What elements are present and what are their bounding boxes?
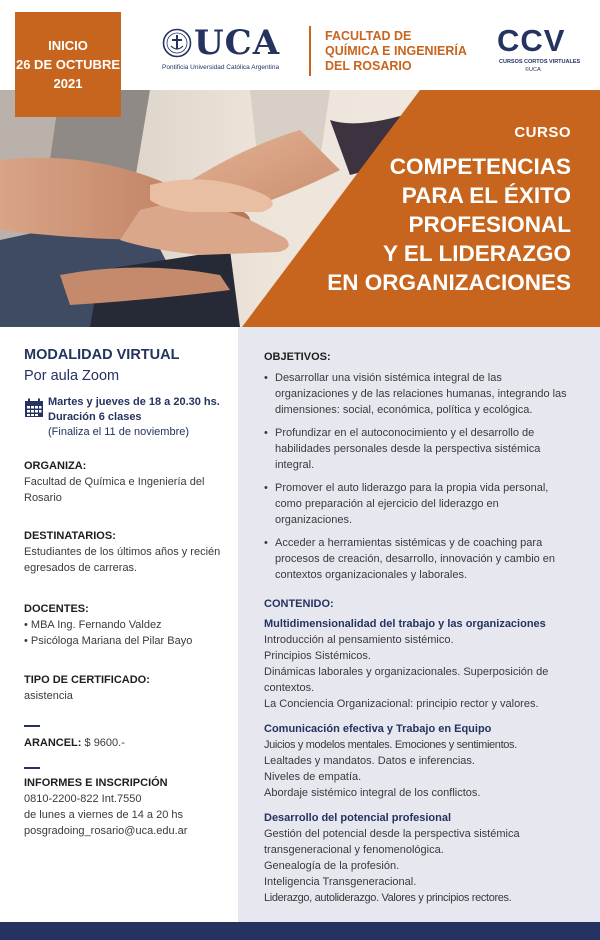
fee-value: $ 9600.- <box>84 737 125 749</box>
teacher-item: • MBA Ing. Fernando Valdez <box>24 619 162 631</box>
faculty-line3: DEL ROSARIO <box>325 59 412 73</box>
header <box>0 0 600 92</box>
content-item: La Conciencia Organizacional: principio rector y valores. <box>264 698 539 710</box>
content-item: Abordaje sistémico integral de los conflictos. <box>264 787 481 799</box>
content-item: Gestión del potencial desde la perspectiva sistémica transgeneracional y fenomenológica. <box>264 828 520 856</box>
audience-value: Estudiantes de los últimos años y recién egresados de carreras. <box>24 546 221 574</box>
content-section <box>264 721 584 801</box>
objective-text: Profundizar en el autoconocimiento y el desarrollo de habilidades personales desde la perspectiva sistémica integral. <box>275 427 541 471</box>
content-item: Lealtades y mandatos. Datos e inferencias. <box>264 755 475 767</box>
schedule-duration: Duración 6 clases <box>48 411 142 423</box>
contact-label: INFORMES E INSCRIPCIÓN <box>24 777 168 789</box>
organizer-label: ORGANIZA: <box>24 460 87 472</box>
course-details-column <box>0 327 238 922</box>
faculty-line2: QUÍMICA E INGENIERÍA <box>325 44 467 58</box>
objectives-title: OBJETIVOS: <box>264 351 331 363</box>
content-item: Inteligencia Transgeneracional. <box>264 876 417 888</box>
fee-label: ARANCEL: <box>24 737 82 749</box>
faculty-line1: FACULTAD DE <box>325 29 412 43</box>
course-title-line: EN ORGANIZACIONES <box>327 270 571 295</box>
objective-text: Desarrollar una visión sistémica integral de las organizaciones y de las relaciones humanas, integrando las dimensiones: social, económica, política y ecológica. <box>275 372 567 416</box>
ccv-subtitle: CURSOS CORTOS VIRTUALES <box>499 59 581 65</box>
certificate-label: TIPO DE CERTIFICADO: <box>24 674 150 686</box>
faculty-name <box>325 29 490 74</box>
start-date-badge <box>15 12 121 117</box>
contact-block <box>24 775 229 839</box>
ccv-subtitle-uca: ©UCA <box>525 67 541 73</box>
course-label: CURSO <box>514 124 571 141</box>
objectives-list <box>264 370 578 590</box>
uca-logo <box>162 24 292 76</box>
organizer-block <box>24 458 229 506</box>
objective-item: • Desarrollar una visión sistémica integral de las organizaciones y de las relaciones humanas, integrando las dimensiones: social, económica, política y ecológica. <box>264 372 567 416</box>
content-item: Liderazgo, autoliderazgo. Valores y principios rectores. <box>264 892 512 904</box>
objective-text: Acceder a herramientas sistémicas y de coaching para procesos de creación, desarrollo, innovación y cambio en contextos organizacionales y laborales. <box>275 537 556 581</box>
content-item: Niveles de empatía. <box>264 771 362 783</box>
divider <box>24 725 40 727</box>
hero-banner <box>0 90 600 327</box>
teacher-item: • Psicóloga Mariana del Pilar Bayo <box>24 635 193 647</box>
content-section-heading: Multidimensionalidad del trabajo y las organizaciones <box>264 618 546 630</box>
schedule-info <box>48 395 220 440</box>
content-section-heading: Comunicación efectiva y Trabajo en Equipo <box>264 723 492 735</box>
content-section-heading: Desarrollo del potencial profesional <box>264 812 452 824</box>
objective-text: Promover el auto liderazgo para la propia vida personal, como preparación al ejercicio del liderazgo en organizaciones. <box>275 482 549 526</box>
audience-block <box>24 528 229 576</box>
course-title <box>271 152 571 297</box>
date-badge-line1: INICIO <box>48 38 88 53</box>
ccv-logo <box>497 24 583 80</box>
course-content-column <box>238 327 600 922</box>
course-title-line: PROFESIONAL <box>408 212 571 237</box>
modality-title: MODALIDAD VIRTUAL <box>24 347 180 363</box>
date-badge-line3: 2021 <box>53 76 83 91</box>
divider <box>24 767 40 769</box>
certificate-value: asistencia <box>24 690 73 702</box>
content-section <box>264 810 584 906</box>
header-divider <box>309 26 311 76</box>
certificate-block <box>24 672 229 704</box>
fee-block <box>24 735 229 751</box>
modality-subtitle: Por aula Zoom <box>24 368 120 384</box>
audience-label: DESTINATARIOS: <box>24 530 116 542</box>
content-title: CONTENIDO: <box>264 598 334 610</box>
course-title-line: PARA EL ÉXITO <box>401 183 571 208</box>
uca-subtitle: Pontificia Universidad Católica Argentina <box>162 64 280 71</box>
teachers-block <box>24 601 229 649</box>
course-title-line: COMPETENCIAS <box>389 154 571 179</box>
content-item: Principios Sistémicos. <box>264 650 371 662</box>
content-item: Dinámicas laborales y organizacionales. Superposición de contextos. <box>264 666 549 694</box>
calendar-icon <box>24 398 44 418</box>
uca-seal-icon <box>162 28 192 58</box>
contact-hours: de lunes a viernes de 14 a 20 hs <box>24 809 184 821</box>
objective-item: • Profundizar en el autoconocimiento y el desarrollo de habilidades personales desde la perspectiva sistémica integral. <box>264 427 541 471</box>
content-section <box>264 616 584 712</box>
content-item: Genealogía de la profesión. <box>264 860 400 872</box>
content-item: Juicios y modelos mentales. Emociones y sentimientos. <box>264 739 517 751</box>
course-title-line: Y EL LIDERAZGO <box>383 241 571 266</box>
content-item: Introducción al pensamiento sistémico. <box>264 634 454 646</box>
contact-email: posgradoing_rosario@uca.edu.ar <box>24 825 188 837</box>
ccv-wordmark: CCV <box>497 23 566 58</box>
contact-phone: 0810-2200-822 Int.7550 <box>24 793 142 805</box>
teachers-label: DOCENTES: <box>24 603 89 615</box>
objective-item: • Acceder a herramientas sistémicas y de coaching para procesos de creación, desarrollo, innovación y cambio en contextos organizacionales y laborales. <box>264 537 556 581</box>
objective-item: • Promover el auto liderazgo para la propia vida personal, como preparación al ejercicio del liderazgo en organizaciones. <box>264 482 549 526</box>
uca-wordmark: UCA <box>194 23 281 63</box>
footer-bar <box>0 922 600 940</box>
schedule-days: Martes y jueves de 18 a 20.30 hs. <box>48 396 220 408</box>
schedule-end-note: (Finaliza el 11 de noviembre) <box>48 426 190 438</box>
date-badge-line2: 26 DE OCTUBRE <box>15 57 121 72</box>
organizer-value: Facultad de Química e Ingeniería del Rosario <box>24 476 205 504</box>
